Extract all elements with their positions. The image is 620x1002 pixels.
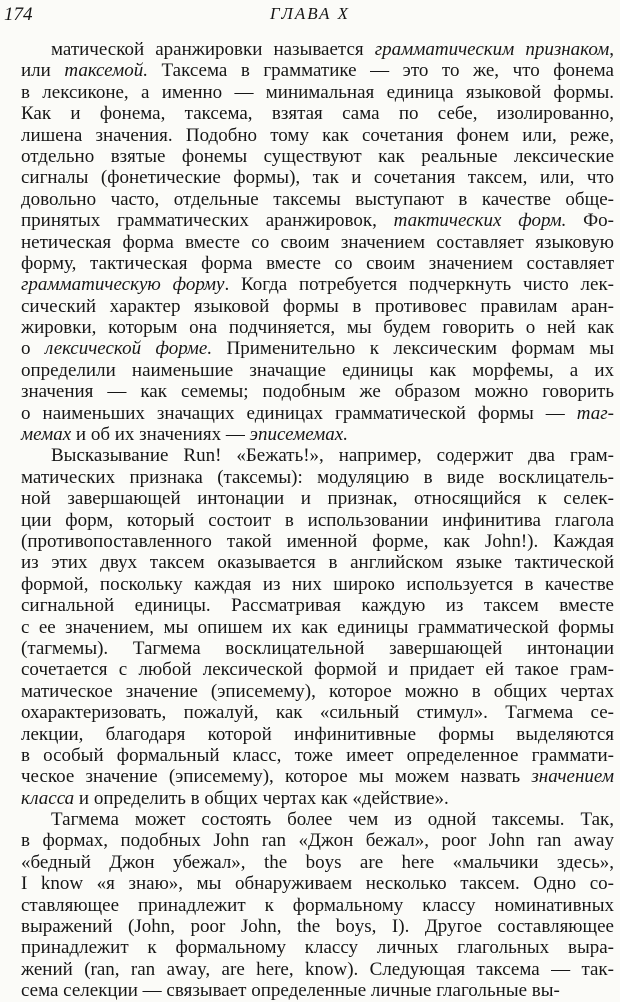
text-line bbox=[21, 381, 614, 402]
text-line bbox=[21, 253, 614, 274]
text-line bbox=[21, 745, 614, 766]
text-run: в формах, подобных John ran «Джон бежал», poor John ran away bbox=[21, 830, 614, 852]
text-line bbox=[21, 125, 614, 146]
text-run: ции форм, который состоит в использовании инфинитива глагола bbox=[21, 509, 614, 531]
text-line bbox=[21, 552, 614, 573]
italic-term: таг- bbox=[576, 402, 614, 424]
text-run: формой, поскольку каждая из них широко используется в качестве bbox=[21, 573, 614, 595]
text-run: сигнальной единицы. Рассматривая каждую из таксем вместе bbox=[21, 595, 614, 617]
text-run: сема селекции — связывает определенные личные глагольные вы- bbox=[21, 980, 560, 1002]
text-run: и определить в общих чертах как «действие». bbox=[74, 787, 449, 809]
text-line bbox=[21, 317, 614, 338]
text-run: и об их значениях — bbox=[71, 424, 250, 446]
italic-term: эписемемах. bbox=[249, 424, 348, 446]
text-line bbox=[21, 210, 614, 231]
text-run: ческое значение (эписемему), которое мы можем назвать bbox=[21, 766, 532, 788]
text-run: (противопоставленного такой именной форме, как John!). Каждая bbox=[21, 530, 614, 552]
text-run: нетическая форма вместе со своим значением составляет языковую bbox=[21, 231, 614, 253]
paragraph bbox=[21, 445, 614, 809]
text-line bbox=[21, 916, 614, 937]
text-run: Применительно к лексическим формам мы bbox=[212, 338, 615, 360]
italic-term: грамматическим признаком bbox=[374, 39, 610, 60]
text-run: отдельно взятые фонемы существуют как реальные лексические bbox=[21, 145, 614, 167]
text-line bbox=[21, 959, 614, 980]
text-run: матическое значение (эписемему), которое можно в общих чертах bbox=[21, 680, 614, 702]
text-line bbox=[21, 980, 614, 1001]
text-run: сический характер языковой формы в противовес правилам аран- bbox=[21, 295, 614, 317]
text-line bbox=[21, 360, 614, 381]
italic-term: значением bbox=[531, 766, 614, 788]
text-line bbox=[21, 531, 614, 552]
text-run: принадлежит к формальному классу личных глагольных выра- bbox=[21, 937, 614, 959]
paragraph bbox=[21, 809, 614, 1002]
text-run: Тагмема может состоять более чем из одной таксемы. Так, bbox=[51, 809, 614, 831]
text-line bbox=[21, 82, 614, 103]
text-line bbox=[21, 873, 614, 894]
text-line bbox=[21, 467, 614, 488]
text-line bbox=[21, 189, 614, 210]
text-line bbox=[21, 595, 614, 616]
text-run: ставляющее принадлежит к формальному классу номинативных bbox=[21, 894, 614, 916]
text-line bbox=[21, 895, 614, 916]
text-line bbox=[21, 681, 614, 702]
text-line bbox=[21, 232, 614, 253]
text-run: Высказывание Run! «Бежать!», например, содержит два грам- bbox=[51, 445, 614, 467]
text-run: «бедный Джон убежал», the boys are here «мальчики здесь», bbox=[21, 851, 614, 873]
text-line bbox=[21, 103, 614, 124]
text-run: ной завершающей интонации и признак, относящийся к селек- bbox=[21, 488, 614, 510]
text-run: жировки, которым она подчиняется, мы будем говорить о ней как bbox=[21, 317, 614, 339]
text-run: в лексиконе, а именно — минимальная единица языковой формы. bbox=[21, 81, 614, 103]
text-line bbox=[21, 403, 614, 424]
text-line bbox=[21, 724, 614, 745]
text-run: лекции, благодаря которой инфинитивные формы выделяются bbox=[21, 723, 614, 745]
text-run: выражений (John, poor John, the boys, I). Другое составляющее bbox=[21, 916, 614, 938]
text-line bbox=[21, 809, 614, 830]
italic-term: таксемой. bbox=[64, 60, 148, 82]
text-run: определили наименьшие значащие единицы как морфемы, а их bbox=[21, 359, 614, 381]
body-text bbox=[21, 39, 614, 1002]
text-line bbox=[21, 274, 614, 295]
text-run: форму, тактическая форма вместе со своим значением составляет bbox=[21, 252, 614, 274]
text-run: матической аранжировки называется bbox=[51, 39, 375, 60]
text-run: лишена значения. Подобно тому как сочетания фонем или, реже, bbox=[21, 124, 614, 146]
chapter-title: ГЛАВА X bbox=[269, 4, 351, 23]
text-run: (тагмемы). Тагмема восклицательной завершающей интонации bbox=[21, 637, 614, 659]
text-run: сигналы (фонетические формы), так и сочетания таксем, или, что bbox=[21, 167, 614, 189]
italic-term: мемах bbox=[21, 424, 72, 446]
text-line bbox=[21, 702, 614, 723]
text-run: жений (ran, ran away, are here, know). Следующая таксема — так- bbox=[21, 958, 614, 980]
text-run: Фо- bbox=[566, 210, 614, 232]
text-line bbox=[21, 659, 614, 680]
text-line bbox=[21, 510, 614, 531]
text-run: или bbox=[21, 60, 65, 82]
text-run: , bbox=[609, 39, 614, 60]
text-line bbox=[21, 617, 614, 638]
italic-term: класса bbox=[21, 787, 75, 809]
text-line bbox=[21, 39, 614, 60]
italic-term: лексической форме. bbox=[44, 338, 213, 360]
text-line bbox=[21, 60, 614, 81]
text-line bbox=[21, 638, 614, 659]
italic-term: тактических форм. bbox=[393, 210, 567, 232]
text-run: охарактеризовать, пожалуй, как «сильный стимул». Тагмема се- bbox=[21, 702, 614, 724]
text-line bbox=[21, 338, 614, 359]
text-line bbox=[21, 788, 614, 809]
paragraph bbox=[21, 39, 614, 445]
running-header bbox=[0, 4, 620, 26]
text-line bbox=[21, 488, 614, 509]
text-run: значения — как семемы; подобным же образом можно говорить bbox=[21, 381, 614, 403]
text-run: Таксема в грамматике — это то же, что фонема bbox=[148, 60, 614, 82]
text-line bbox=[21, 830, 614, 851]
italic-term: грамматическую форму bbox=[21, 274, 225, 296]
text-run: матических признака (таксемы): модуляцию в виде восклицатель- bbox=[21, 466, 614, 488]
text-run: Как и фонема, таксема, взятая сама по себе, изолированно, bbox=[21, 103, 614, 125]
text-run: о наименьших значащих единицах грамматической формы — bbox=[21, 402, 577, 424]
text-line bbox=[21, 766, 614, 787]
page-number: 174 bbox=[4, 4, 33, 25]
text-line bbox=[21, 574, 614, 595]
text-run: о bbox=[21, 338, 45, 360]
text-line bbox=[21, 424, 614, 445]
text-run: I know «я знаю», мы обнаруживаем несколько таксем. Одно со- bbox=[21, 873, 614, 895]
text-line bbox=[21, 296, 614, 317]
text-run: в особый формальный класс, тоже имеет определенное граммати- bbox=[21, 744, 614, 766]
text-run: сочетается с любой лексической формой и придает ей такое грам- bbox=[21, 659, 614, 681]
text-run: довольно часто, отдельные таксемы выступают в качестве обще- bbox=[21, 188, 614, 210]
text-run: принятых грамматических аранжировок, bbox=[21, 210, 394, 232]
text-run: с ее значением, мы опишем их как единицы грамматической формы bbox=[21, 616, 614, 638]
text-line bbox=[21, 167, 614, 188]
text-run: из этих двух таксем оказывается в английском языке тактической bbox=[21, 552, 614, 574]
text-line bbox=[21, 852, 614, 873]
text-line bbox=[21, 445, 614, 466]
text-run: . Когда потребуется подчеркнуть чисто лек- bbox=[224, 274, 614, 296]
text-line bbox=[21, 146, 614, 167]
